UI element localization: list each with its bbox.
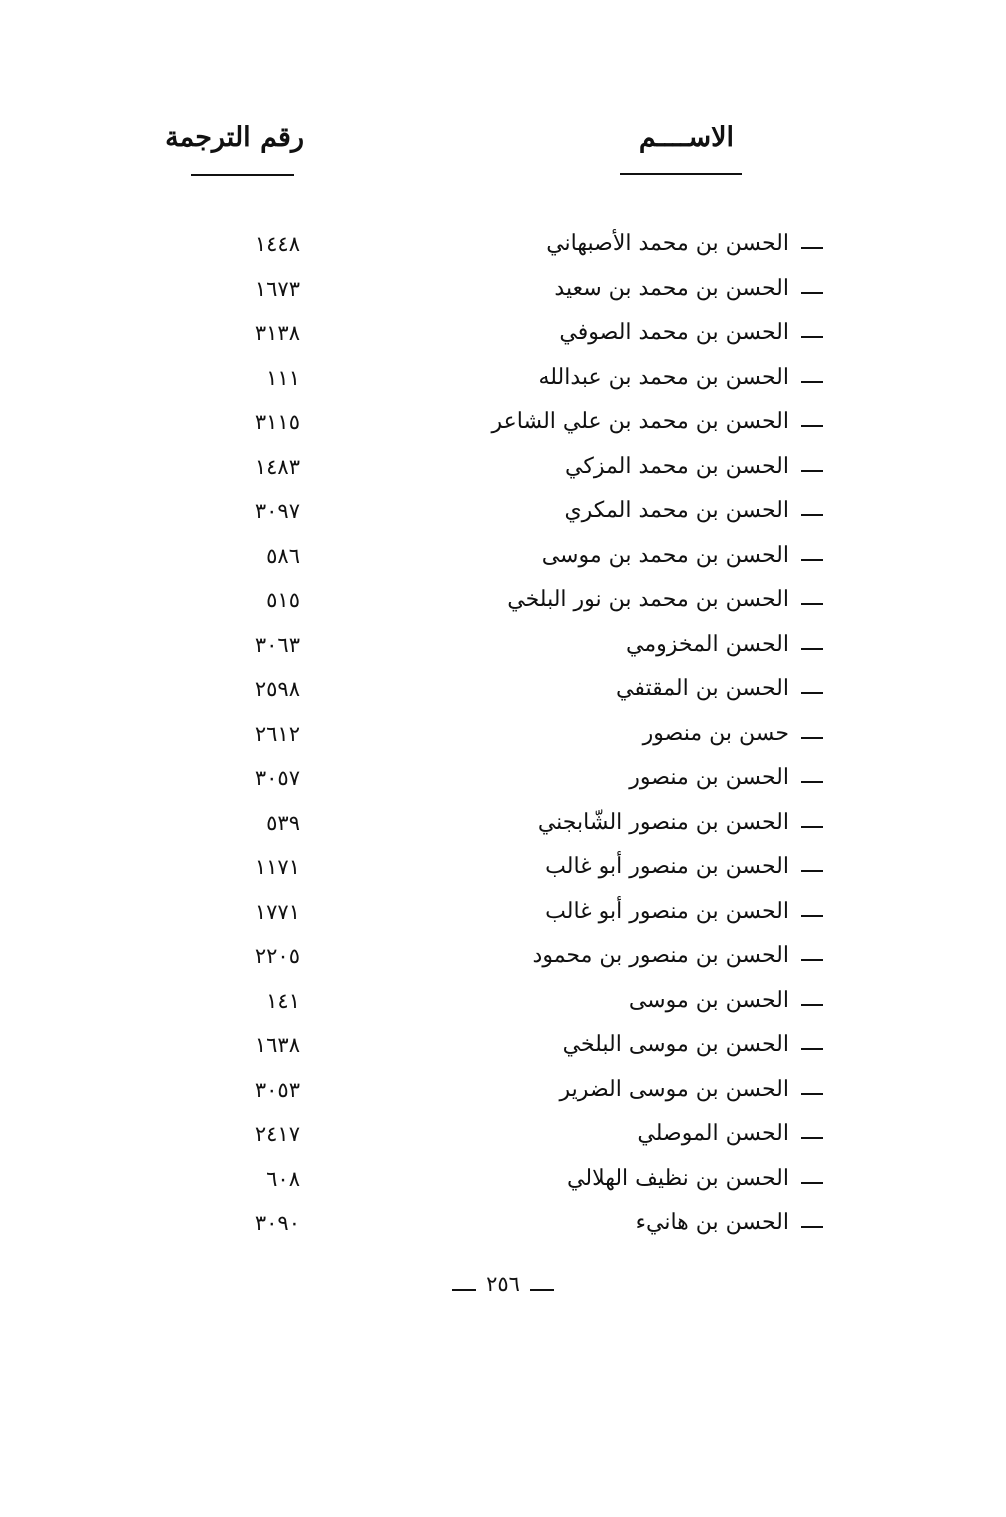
index-entry (0, 667, 1006, 712)
entry-name: الحسن بن محمد الصوفي (559, 320, 789, 345)
entry-name: الحسن بن هانيء (635, 1210, 789, 1235)
entry-dash (801, 1004, 823, 1006)
entry-number: ١٤٤٨ (254, 232, 300, 256)
entry-dash (801, 648, 823, 650)
entry-dash (801, 915, 823, 917)
entry-number: ٢٥٩٨ (254, 677, 300, 701)
entry-name: الحسن بن منصور بن محمود (532, 943, 789, 968)
entry-name: الحسن بن محمد المزكي (565, 453, 789, 479)
entry-dash (801, 292, 823, 294)
entry-dash (801, 959, 823, 961)
index-entry (0, 445, 1006, 490)
entry-number: ٥١٥ (266, 588, 300, 612)
entry-number: ٣١٣٨ (254, 321, 300, 345)
index-entry (0, 623, 1006, 668)
entry-number: ٢٦١٢ (254, 721, 300, 746)
entry-dash (801, 1226, 823, 1228)
entry-dash (801, 1182, 823, 1184)
index-entry (0, 890, 1006, 935)
entry-number: ٢٢٠٥ (254, 944, 300, 968)
index-entry (0, 1157, 1006, 1202)
entry-name: الحسن بن محمد بن موسى (541, 542, 789, 568)
entry-number: ١١١ (266, 365, 300, 390)
entry-dash (801, 870, 823, 872)
index-entry (0, 756, 1006, 801)
entry-name: الحسن بن محمد بن نور البلخي (507, 587, 789, 612)
entry-dash (801, 470, 823, 472)
name-column-header: الاســــم (638, 122, 734, 153)
index-entry (0, 534, 1006, 579)
entry-name: الحسن بن منصور أبو غالب (545, 898, 789, 924)
entry-name: الحسن بن منصور أبو غالب (545, 854, 789, 879)
index-entry (0, 578, 1006, 623)
entry-dash (801, 603, 823, 605)
index-entry (0, 400, 1006, 445)
entry-name: الحسن المخزومي (625, 631, 789, 657)
entry-name: الحسن بن موسى الضرير (559, 1076, 789, 1102)
index-entry (0, 222, 1006, 267)
entry-name: الحسن بن موسى البلخي (562, 1032, 789, 1057)
index-entry (0, 1068, 1006, 1113)
entry-number: ٣٠٩٠ (254, 1211, 300, 1235)
entry-number: ٣٠٦٣ (254, 632, 300, 657)
entry-dash (801, 514, 823, 516)
index-entry (0, 1112, 1006, 1157)
entry-name: الحسن بن منصور الشّابجني (537, 809, 789, 835)
entry-number: ٥٨٦ (266, 543, 300, 568)
entry-number: ١٧٧١ (254, 899, 300, 924)
entry-dash (801, 381, 823, 383)
entry-dash (801, 336, 823, 338)
entry-number: ١٤١ (266, 988, 300, 1013)
entry-number: ٣٠٩٧ (254, 499, 300, 523)
entry-dash (801, 1137, 823, 1139)
entry-number: ٣٠٥٣ (254, 1077, 300, 1102)
index-entry (0, 979, 1006, 1024)
entry-dash (801, 559, 823, 561)
entry-number: ٦٠٨ (266, 1166, 300, 1191)
entry-name: الحسن بن موسى (628, 987, 789, 1013)
index-entry (0, 267, 1006, 312)
entry-name: حسن بن منصور (642, 720, 789, 746)
number-header-underline (191, 174, 294, 176)
number-column-header: رقم الترجمة (165, 122, 304, 153)
footer-dash (530, 1289, 554, 1291)
entry-name: الحسن بن نظيف الهلالي (567, 1165, 789, 1191)
entry-number: ٥٣٩ (266, 810, 300, 835)
entry-number: ١٤٨٣ (254, 454, 300, 479)
entry-name: الحسن بن محمد بن علي الشاعر (491, 409, 789, 434)
index-entry (0, 845, 1006, 890)
entry-name: الحسن بن المقتفي (615, 676, 789, 701)
index-entries (0, 222, 1006, 1246)
entry-name: الحسن بن محمد بن سعيد (554, 275, 789, 301)
entry-name: الحسن بن محمد الأصبهاني (546, 231, 789, 256)
index-entry (0, 356, 1006, 401)
entry-dash (801, 1048, 823, 1050)
entry-dash (801, 781, 823, 783)
entry-name: الحسن الموصلي (637, 1121, 789, 1146)
index-entry (0, 712, 1006, 757)
entry-number: ١١٧١ (254, 855, 300, 879)
page-footer (0, 1272, 1006, 1296)
index-entry (0, 1201, 1006, 1246)
entry-dash (801, 826, 823, 828)
entry-dash (801, 692, 823, 694)
index-entry (0, 801, 1006, 846)
index-entry (0, 489, 1006, 534)
entry-dash (801, 425, 823, 427)
entry-dash (801, 1093, 823, 1095)
entry-number: ١٦٣٨ (254, 1033, 300, 1057)
entry-dash (801, 737, 823, 739)
index-entry (0, 934, 1006, 979)
entry-number: ٣٠٥٧ (254, 766, 300, 790)
entry-dash (801, 247, 823, 249)
entry-number: ٢٤١٧ (254, 1122, 300, 1146)
entry-number: ١٦٧٣ (254, 276, 300, 301)
entry-number: ٣١١٥ (254, 410, 300, 434)
name-header-underline (620, 173, 742, 175)
index-entry (0, 1023, 1006, 1068)
footer-dash (452, 1289, 476, 1291)
index-entry (0, 311, 1006, 356)
entry-name: الحسن بن محمد المكري (564, 498, 789, 523)
entry-name: الحسن بن منصور (629, 765, 789, 790)
entry-name: الحسن بن محمد بن عبدالله (538, 364, 789, 390)
page-number: ٢٥٦ (486, 1272, 520, 1296)
